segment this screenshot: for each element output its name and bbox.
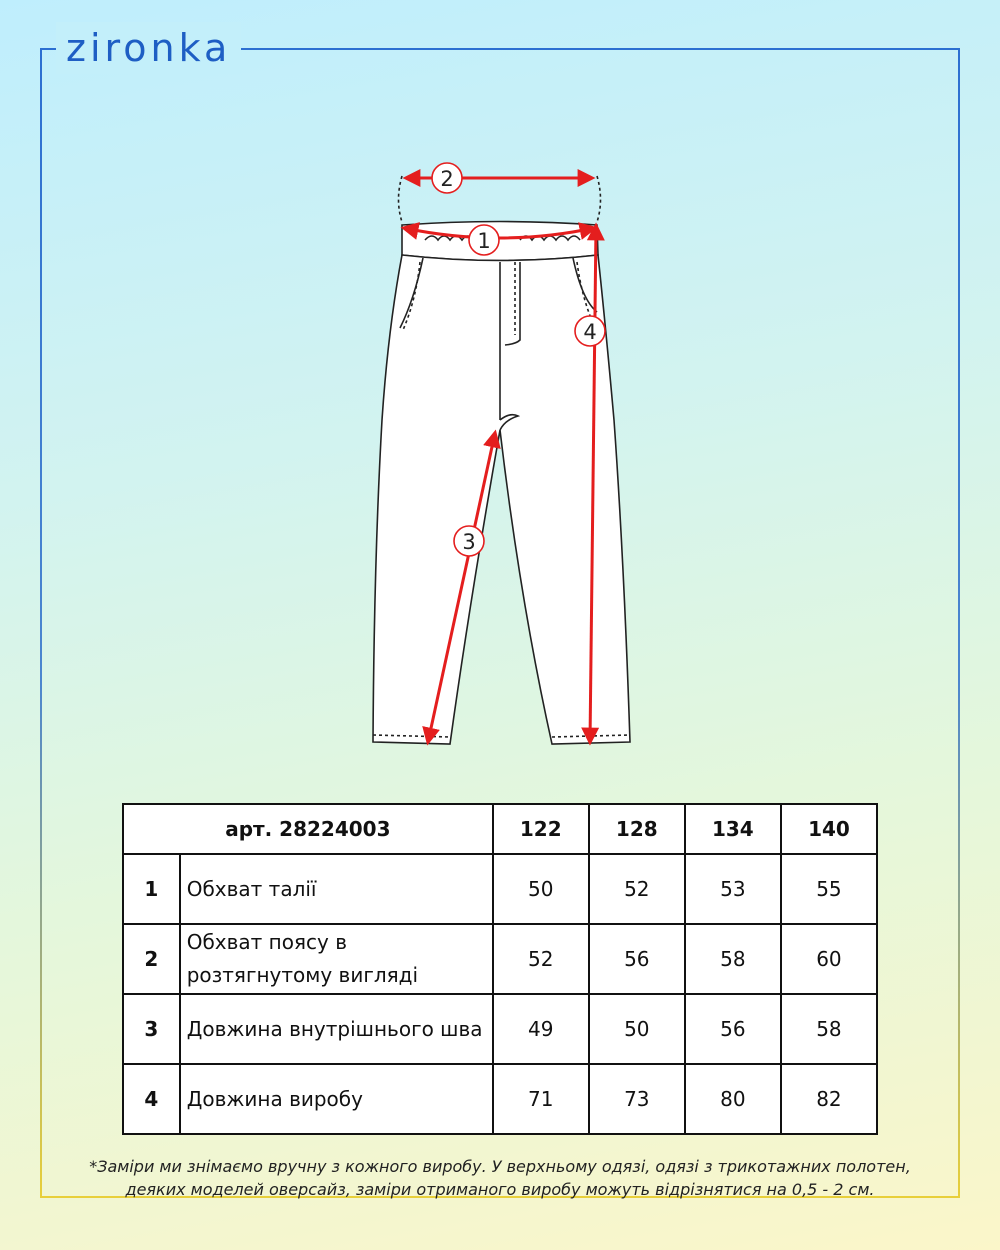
- measurement-name: Довжина виробу: [180, 1064, 493, 1134]
- size-header: 128: [589, 804, 685, 854]
- measurement-footnote: [40, 1155, 960, 1201]
- footnote-line-1: *Заміри ми знімаємо вручну з кожного виробу. У верхньому одязі, одязі з трикотажних полотен,: [89, 1157, 911, 1176]
- measurement-name: Обхват поясу в розтягнутому вигляді: [180, 924, 493, 994]
- badge-2-label: 2: [440, 167, 454, 191]
- measurement-value: 55: [781, 854, 877, 924]
- badge-3: [454, 526, 484, 556]
- table-row: [123, 994, 877, 1064]
- row-number: 2: [123, 924, 180, 994]
- size-header: 140: [781, 804, 877, 854]
- table-row: [123, 1064, 877, 1134]
- badge-2: [432, 163, 462, 193]
- size-header: 122: [493, 804, 589, 854]
- badge-4: [575, 316, 605, 346]
- table-header-row: [123, 804, 877, 854]
- measurement-value: 56: [589, 924, 685, 994]
- measurement-value: 53: [685, 854, 781, 924]
- measurement-value: 52: [589, 854, 685, 924]
- badge-4-label: 4: [583, 320, 597, 344]
- measurement-value: 50: [589, 994, 685, 1064]
- measurement-value: 60: [781, 924, 877, 994]
- measurement-value: 50: [493, 854, 589, 924]
- footnote-line-2: деяких моделей оверсайз, заміри отриманого виробу можуть відрізнятися на 0,5 - 2 см.: [125, 1180, 875, 1199]
- measurement-value: 73: [589, 1064, 685, 1134]
- size-header: 134: [685, 804, 781, 854]
- measurement-value: 56: [685, 994, 781, 1064]
- badge-3-label: 3: [462, 530, 476, 554]
- article-number: арт. 28224003: [123, 804, 493, 854]
- badge-1: [469, 225, 499, 255]
- measurement-value: 80: [685, 1064, 781, 1134]
- measurement-value: 49: [493, 994, 589, 1064]
- table-row: [123, 854, 877, 924]
- measurement-value: 71: [493, 1064, 589, 1134]
- measurement-name: Обхват талії: [180, 854, 493, 924]
- measurement-name: Довжина внутрішнього шва: [180, 994, 493, 1064]
- table-row: [123, 924, 877, 994]
- row-number: 4: [123, 1064, 180, 1134]
- row-number: 1: [123, 854, 180, 924]
- row-number: 3: [123, 994, 180, 1064]
- size-chart-table: [122, 803, 878, 1135]
- measurement-value: 58: [781, 994, 877, 1064]
- brand-logo: zironka: [56, 22, 241, 74]
- measurement-value: 52: [493, 924, 589, 994]
- measurement-value: 82: [781, 1064, 877, 1134]
- measurement-value: 58: [685, 924, 781, 994]
- badge-1-label: 1: [477, 229, 491, 253]
